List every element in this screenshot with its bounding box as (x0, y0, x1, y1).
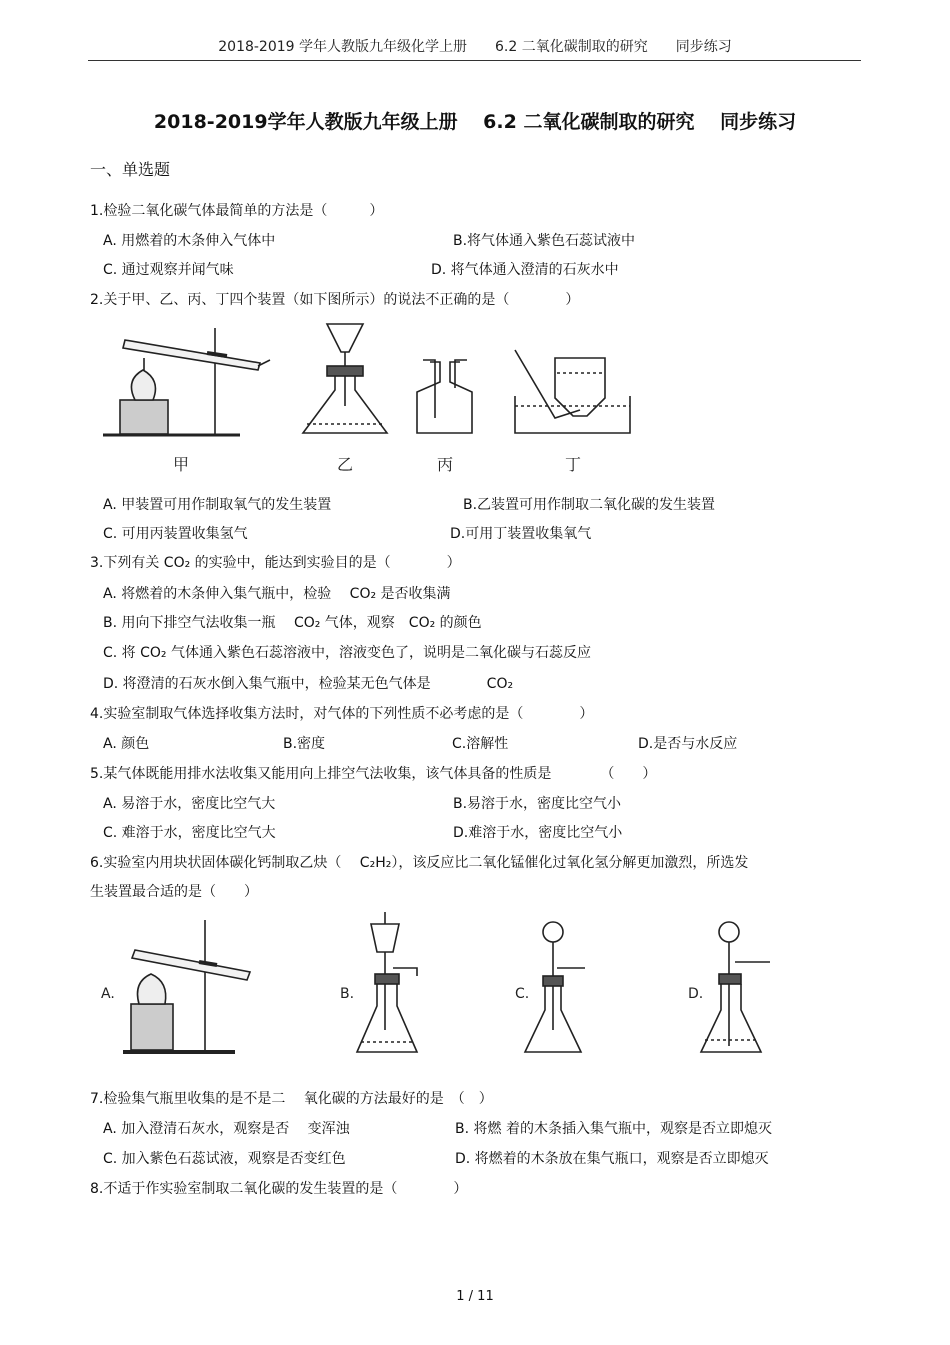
document-title: 2018-2019学年人教版九年级上册 6.2 二氧化碳制取的研究 同步练习 (153, 111, 797, 133)
q4-option-a: A. 颜色 (103, 736, 150, 752)
apparatus-bing (417, 360, 472, 433)
q5-option-b: B.易溶于水，密度比空气小 (453, 796, 622, 812)
q5-option-a: A. 易溶于水，密度比空气大 (103, 796, 276, 812)
q3-option-c: C. 将 CO₂ 气体通入紫色石蕊溶液中，溶液变色了，说明是二氧化碳与石蕊反应 (103, 645, 591, 661)
q1-option-b: B.将气体通入紫色石蕊试液中 (453, 233, 636, 249)
q2-label-ding: 丁 (565, 455, 582, 474)
q8-stem: 8.不适于作实验室制取二氧化碳的发生装置的是（ ） (90, 1181, 468, 1197)
header-rule (88, 60, 861, 61)
q7-option-d: D. 将燃着的木条放在集气瓶口，观察是否立即熄灭 (455, 1151, 769, 1167)
q3-option-a: A. 将燃着的木条伸入集气瓶中，检验 CO₂ 是否收集满 (103, 586, 451, 602)
q2-label-bing: 丙 (437, 455, 454, 474)
q2-stem: 2.关于甲、乙、丙、丁四个装置（如下图所示）的说法不正确的是（ ） (90, 292, 580, 308)
q4-stem: 4.实验室制取气体选择收集方法时，对气体的下列性质不必考虑的是（ ） (90, 706, 594, 722)
section-heading: 一、单选题 (90, 160, 171, 179)
q4-option-b: B.密度 (283, 736, 326, 752)
apparatus-a (123, 920, 250, 1052)
q6-label-c: C. (515, 986, 530, 1002)
apparatus-c (525, 922, 585, 1052)
q6-apparatus-figure (95, 910, 815, 1072)
q7-option-a: A. 加入澄清石灰水，观察是否 变浑浊 (103, 1121, 350, 1137)
q5-option-c: C. 难溶于水，密度比空气大 (103, 825, 276, 841)
q2-option-a: A. 甲装置可用作制取氧气的发生装置 (103, 497, 332, 513)
q2-label-jia: 甲 (173, 455, 190, 474)
q6-stem-line1: 6.实验室内用块状固体碳化钙制取乙炔（ C₂H₂），该反应比二氧化锰催化过氧化氢分解更加激烈，所选发 (90, 855, 749, 871)
q5-option-d: D.难溶于水，密度比空气小 (453, 825, 623, 841)
q4-option-c: C.溶解性 (452, 736, 509, 752)
page-number: 1 / 11 (456, 1289, 494, 1304)
q1-option-d: D. 将气体通入澄清的石灰水中 (431, 262, 619, 278)
q2-apparatus-figure (95, 318, 655, 478)
apparatus-b (357, 912, 417, 1052)
q2-option-d: D.可用丁装置收集氧气 (450, 526, 592, 542)
q3-stem: 3.下列有关 CO₂ 的实验中，能达到实验目的是（ ） (90, 555, 461, 571)
q6-label-b: B. (340, 986, 355, 1002)
apparatus-yi (303, 324, 387, 433)
q2-option-c: C. 可用丙装置收集氢气 (103, 526, 248, 542)
q6-label-a: A. (101, 986, 115, 1002)
q7-stem: 7.检验集气瓶里收集的是不是二 氧化碳的方法最好的是 （ ） (90, 1091, 493, 1107)
page-header: 2018-2019 学年人教版九年级化学上册 6.2 二氧化碳制取的研究 同步练习 (218, 39, 732, 55)
apparatus-jia (103, 328, 270, 435)
q4-option-d: D.是否与水反应 (638, 736, 738, 752)
q2-option-b: B.乙装置可用作制取二氧化碳的发生装置 (463, 497, 716, 513)
q7-option-c: C. 加入紫色石蕊试液，观察是否变红色 (103, 1151, 346, 1167)
q6-stem-line2: 生装置最合适的是（ ） (90, 884, 258, 900)
q1-option-c: C. 通过观察并闻气味 (103, 262, 234, 278)
q2-label-yi: 乙 (337, 455, 354, 474)
q1-stem: 1.检验二氧化碳气体最简单的方法是（ ） (90, 203, 384, 219)
apparatus-ding (515, 350, 630, 433)
q5-stem: 5.某气体既能用排水法收集又能用向上排空气法收集，该气体具备的性质是 （ ） (90, 766, 657, 782)
q1-option-a: A. 用燃着的木条伸入气体中 (103, 233, 276, 249)
apparatus-d (701, 922, 770, 1052)
q7-option-b: B. 将燃 着的木条插入集气瓶中，观察是否立即熄灭 (455, 1121, 772, 1137)
q3-option-d: D. 将澄清的石灰水倒入集气瓶中，检验某无色气体是 CO₂ (103, 676, 514, 692)
q3-option-b: B. 用向下排空气法收集一瓶 CO₂ 气体，观察 CO₂ 的颜色 (103, 615, 482, 631)
q6-label-d: D. (688, 986, 704, 1002)
